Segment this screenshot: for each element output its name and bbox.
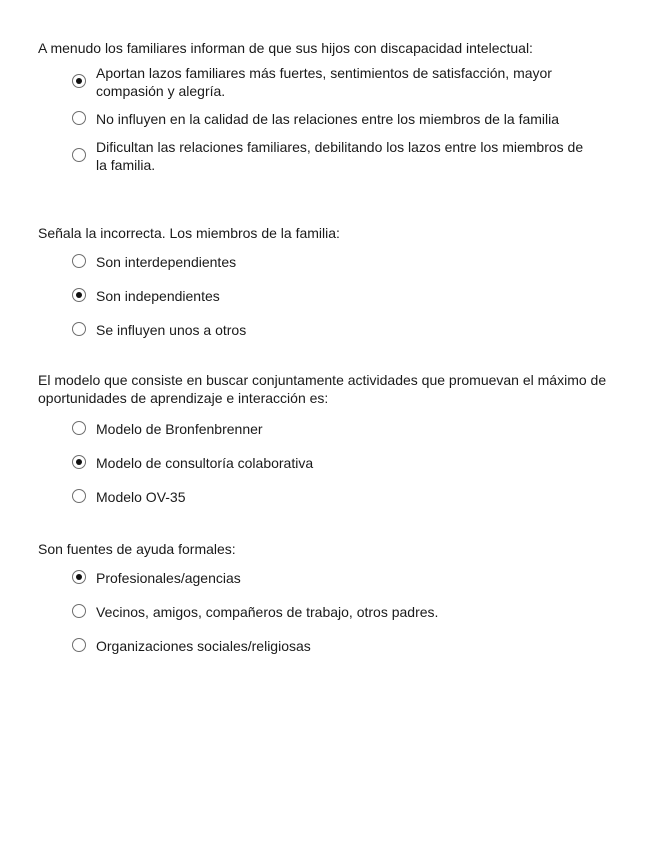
question-4-option-1[interactable]	[38, 569, 618, 587]
question-2-option-2[interactable]	[38, 287, 618, 305]
question-3-option-3[interactable]	[38, 488, 618, 506]
option-label: Son interdependientes	[96, 254, 237, 270]
radio-button[interactable]	[72, 254, 86, 268]
question-2-option-3[interactable]	[38, 321, 618, 339]
question-1	[38, 39, 618, 184]
option-label: Son independientes	[96, 288, 220, 304]
radio-button[interactable]	[72, 322, 86, 336]
radio-button[interactable]	[72, 111, 86, 125]
question-4-text: Son fuentes de ayuda formales:	[38, 541, 236, 557]
option-label: Modelo de Bronfenbrenner	[96, 421, 263, 437]
question-1-option-1[interactable]	[38, 64, 618, 100]
option-label: Dificultan las relaciones familiares, debilitando los lazos entre los miembros de la familia.	[96, 139, 584, 173]
question-2-options	[38, 253, 618, 339]
option-label: Aportan lazos familiares más fuertes, sentimientos de satisfacción, mayor compasión y alegría.	[96, 65, 552, 99]
option-label: Modelo de consultoría colaborativa	[96, 455, 314, 471]
radio-button[interactable]	[72, 148, 86, 162]
question-4-option-3[interactable]	[38, 637, 618, 655]
question-3	[38, 371, 618, 522]
question-1-text: A menudo los familiares informan de que sus hijos con discapacidad intelectual:	[38, 40, 533, 56]
option-label: Organizaciones sociales/religiosas	[96, 638, 311, 654]
option-label: Profesionales/agencias	[96, 570, 241, 586]
radio-button[interactable]	[72, 638, 86, 652]
option-label: Vecinos, amigos, compañeros de trabajo, otros padres.	[96, 604, 439, 620]
question-3-option-1[interactable]	[38, 420, 618, 438]
question-3-option-2[interactable]	[38, 454, 618, 472]
option-label: Se influyen unos a otros	[96, 322, 247, 338]
question-2-text: Señala la incorrecta. Los miembros de la familia:	[38, 225, 340, 241]
radio-button[interactable]	[72, 421, 86, 435]
radio-button[interactable]	[72, 489, 86, 503]
radio-button-selected[interactable]	[72, 570, 86, 584]
question-4-options	[38, 569, 618, 655]
question-1-option-2[interactable]	[38, 110, 618, 128]
question-4	[38, 540, 618, 671]
question-2-option-1[interactable]	[38, 253, 618, 271]
radio-button[interactable]	[72, 604, 86, 618]
radio-button-selected[interactable]	[72, 74, 86, 88]
question-1-options	[38, 64, 618, 174]
radio-button-selected[interactable]	[72, 455, 86, 469]
question-1-option-3[interactable]	[38, 138, 618, 174]
question-2	[38, 224, 618, 355]
option-label: No influyen en la calidad de las relaciones entre los miembros de la familia	[96, 111, 560, 127]
option-label: Modelo OV-35	[96, 489, 186, 505]
question-4-option-2[interactable]	[38, 603, 618, 621]
question-3-text: El modelo que consiste en buscar conjuntamente actividades que promuevan el máximo de oportunidades de aprendizaje e interacción es:	[38, 372, 607, 406]
question-3-options	[38, 420, 618, 506]
radio-button-selected[interactable]	[72, 288, 86, 302]
